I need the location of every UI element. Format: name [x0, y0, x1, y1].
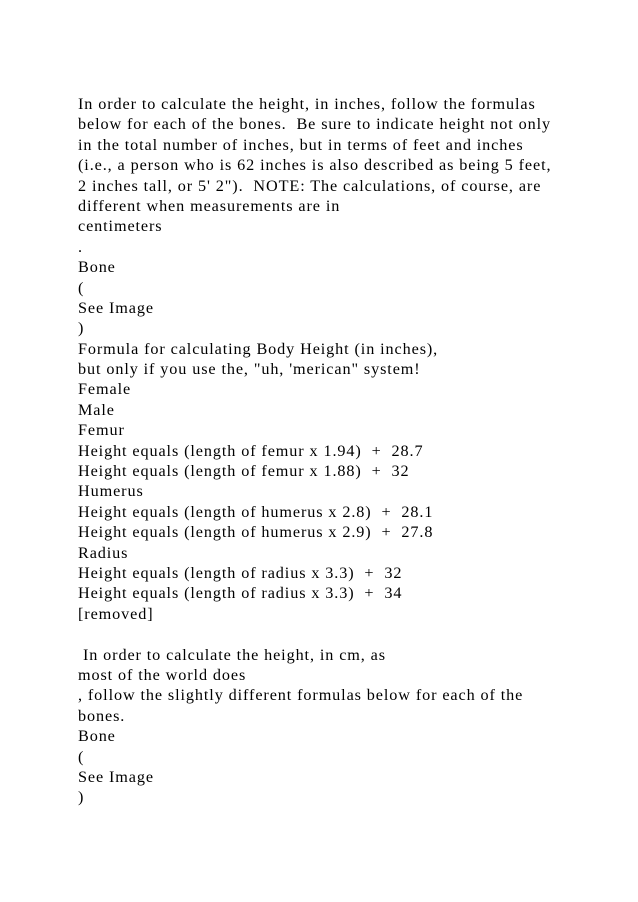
cm-paragraph-line: , follow the slightly different formulas below for each of the [78, 686, 524, 705]
intro-paragraph-line: (i.e., a person who is 62 inches is also described as being 5 feet, [78, 156, 552, 175]
table-header-male: Male [78, 400, 115, 419]
table-header-formula: Formula for calculating Body Height (in inches), [78, 339, 439, 358]
table-header-bone: See Image [78, 298, 154, 317]
table-row-humerus-label: Humerus [78, 482, 144, 501]
table-row-radius-male: Height equals (length of radius x 3.3) + 34 [78, 584, 403, 603]
table-row-humerus-male: Height equals (length of humerus x 2.9) + 27.8 [78, 523, 434, 542]
intro-paragraph-line: centimeters [78, 217, 163, 236]
table-header-bone: Bone [78, 727, 116, 746]
cm-paragraph-line: most of the world does [78, 665, 247, 684]
table-row-femur-female: Height equals (length of femur x 1.94) + 28.7 [78, 441, 424, 460]
intro-paragraph-line: different when measurements are in [78, 196, 341, 215]
table-row-radius-female: Height equals (length of radius x 3.3) + 32 [78, 563, 403, 582]
blank-line [78, 624, 618, 644]
cm-paragraph-line: bones. [78, 706, 126, 725]
table-row-femur-label: Femur [78, 421, 125, 440]
table-header-bone: ( [78, 278, 85, 297]
document-body [78, 94, 618, 808]
table-row-humerus-female: Height equals (length of humerus x 2.8) + 28.1 [78, 502, 434, 521]
table-header-bone: ( [78, 747, 85, 766]
table-header-bone: Bone [78, 258, 116, 277]
table-header-bone: ) [78, 788, 85, 807]
intro-paragraph-line: 2 inches tall, or 5' 2"). NOTE: The calculations, of course, are [78, 176, 542, 195]
table-header-female: Female [78, 380, 132, 399]
table-header-bone: ) [78, 319, 85, 338]
cm-paragraph-line: In order to calculate the height, in cm, as [78, 645, 386, 664]
table-header-formula: but only if you use the, "uh, 'merican" system! [78, 360, 421, 379]
removed-marker: [removed] [78, 604, 154, 623]
intro-paragraph-line: in the total number of inches, but in terms of feet and inches [78, 135, 524, 154]
intro-paragraph-line: below for each of the bones. Be sure to indicate height not only [78, 115, 551, 134]
table-row-radius-label: Radius [78, 543, 129, 562]
table-header-bone: See Image [78, 767, 154, 786]
table-row-femur-male: Height equals (length of femur x 1.88) + 32 [78, 462, 410, 481]
intro-paragraph-line: In order to calculate the height, in inches, follow the formulas [78, 95, 536, 113]
intro-paragraph-line: . [78, 237, 83, 256]
